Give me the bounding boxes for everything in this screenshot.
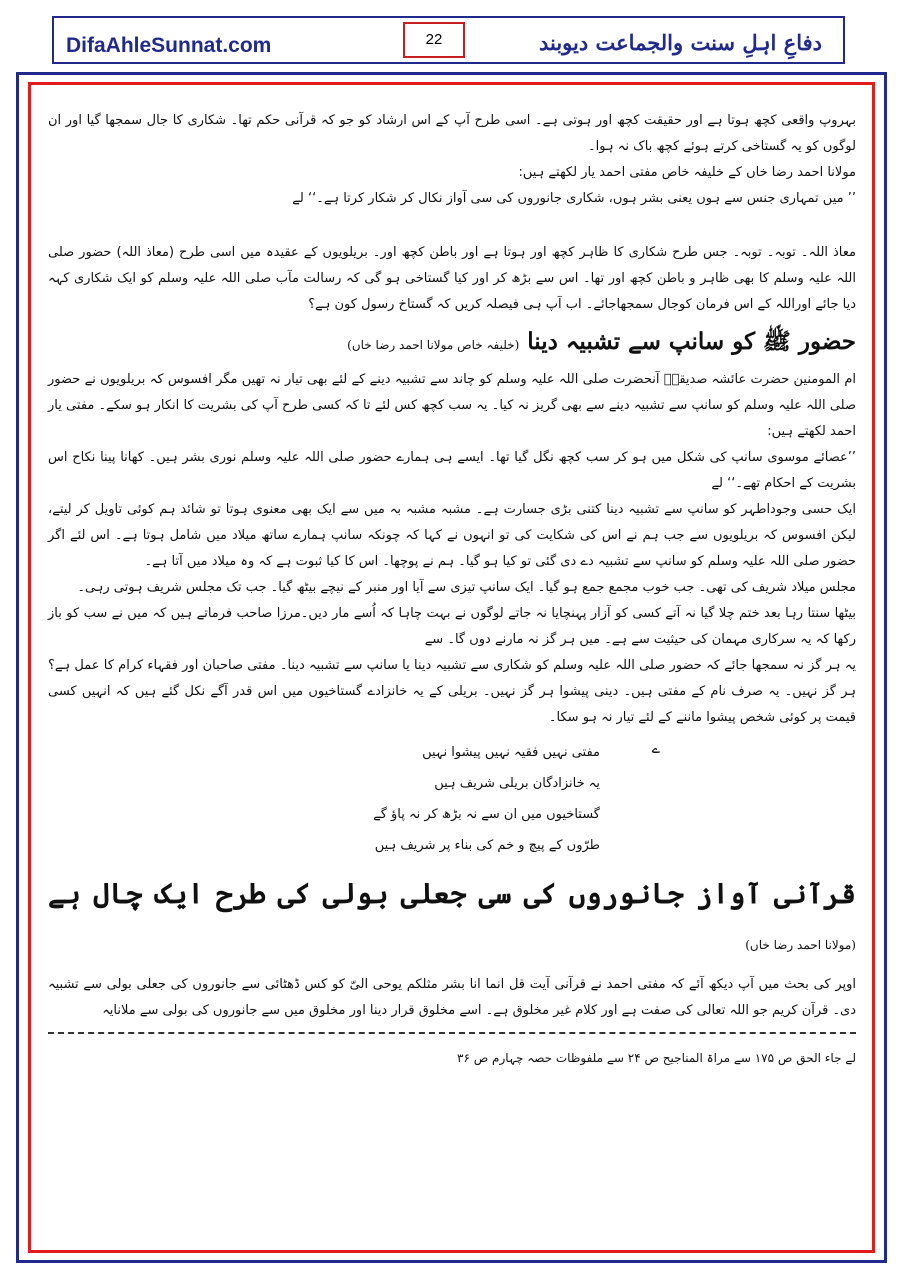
page-number: 22 [403, 22, 465, 58]
paragraph: مجلس میلاد شریف کی تھی۔ جب خوب مجمع جمع ہو گیا۔ ایک سانپ تیزی سے آیا اور منبر کے نیچے بیٹھ گیا۔ جب تک مجلس شریف ہوتی رہی۔ [77, 580, 856, 595]
poem-line: یہ خانزادگان بریلی شریف ہیں [434, 776, 600, 791]
poem-line: طرّوں کے پیچ و خم کی بناء پر شریف ہیں [374, 838, 600, 853]
paragraph: بیٹھا سنتا رہا بعد ختم چلا گیا نہ آتے کسی کو آزار پہنچایا نہ جاتے لوگوں نے بہت چاہا کہ اُسے مار دیں۔مرزا صاحب فرماتے ہیں کہ میں نے سب کو باز رکھا کہ یہ سرکاری مہمان کی حیثیت سے ہے۔ میں ہر گز نہ مارنے دوں گا۔ سے [48, 606, 856, 647]
paragraph: بہروپ واقعی کچھ ہوتا ہے اور حقیقت کچھ اور ہوتی ہے۔ اسی طرح آپ کے اس ارشاد کو جو کہ قرآنی حکم تھا۔ شکاری کا جال سمجھا گیا اور ان لوگوں کو یہ گستاخی کرتے ہوئے کچھ باک نہ ہوا۔ [48, 113, 856, 154]
paragraph: مولانا احمد رضا خاں کے خلیفہ خاص مفتی احمد یار لکھتے ہیں: [518, 165, 856, 180]
paragraph: معاذ اللہ۔ توبہ۔ توبہ۔ جس طرح شکاری کا ظاہر کچھ اور ہوتا ہے اور باطن کچھ اور۔ بریلویوں کے عقیدہ میں اسی طرح (معاذ اللہ) حضور صلی اللہ علیہ وسلم کا بھی ظاہر و باطن کچھ اور تھا۔ اس سے بڑھ کر اور کیا گستاخی ہو گی کہ رسالت مآب صلی اللہ علیہ وسلم کو ایک شکاری کہہ دیا جائے اوراللہ کے اس فرمان کوجال سمجھاجائے۔ اب آپ ہی فیصلہ کریں کہ گستاخ رسول کون ہے؟ [48, 245, 856, 312]
page-content [48, 108, 856, 1082]
paragraph: ایک حسی وجوداطہر کو سانپ سے تشبیہ دینا کتنی بڑی جسارت ہے۔ مشبہ مشبہ بہ میں سے ایک بھی معنوی ہوتا تو شائد ہم کوئی تاویل کر لیتے، لیکن افسوس کہ بریلویوں سے جب ہم نے اس کی شکایت کی تو انہوں نے کہا کہ چونکہ سانپ ہمارے ساتھ میلاد میں شامل ہوتا ہے۔ اس لئے اگر حضور صلی اللہ علیہ وسلم کو سانپ سے تشبیہ دے دی گئی تو کیا ہو گیا۔ ہم نے پوچھا۔ اس کا کیا ثبوت ہے کہ وہ میلاد میں آتا ہے۔ [48, 502, 856, 569]
heading-attribution: (خلیفہ خاص مولانا احمد رضا خاں) [347, 338, 520, 352]
site-url[interactable]: DifaAhleSunnat.com [66, 34, 272, 57]
brand-title: دفاعِ اہلِ سنت والجماعت دیوبند [538, 30, 822, 55]
poem-marker: ے [651, 741, 660, 757]
section-heading [48, 871, 856, 968]
heading-text: حضور ﷺ کو سانپ سے تشبیہ دینا [527, 328, 856, 355]
poem-line: گستاخیوں میں ان سے نہ بڑھ کر نہ پاؤ گے [373, 807, 600, 822]
poem [220, 737, 660, 861]
heading-attribution: (مولانا احمد رضا خاں) [745, 938, 856, 952]
paragraph: ام المومنین حضرت عائشہ صدیقہؓ آنحضرت صلی اللہ علیہ وسلم کو چاند سے تشبیہ دینے کے لئے بھی تیار نہ تھیں مگر افسوس کہ بریلویوں نے حضور صلی اللہ علیہ وسلم کو سانپ سے تشبیہ دینے سے بھی گریز نہ کیا۔ یہ سب کچھ کس لئے تا کہ کسی طرح آپ کی بشریت کا انکار ہو سکے۔ مفتی یار احمد لکھتے ہیں: [48, 372, 856, 439]
quote: ’’ میں تمہاری جنس سے ہوں یعنی بشر ہوں، شکاری جانوروں کی سی آواز نکال کر شکار کرتا ہے۔‘‘ لے [292, 191, 856, 206]
paragraph: اوپر کی بحث میں آپ دیکھ آئے کہ مفتی احمد نے قرآنی آیت قل انما انا بشر مثلکم یوحی الیّ کو کس ڈھٹائی سے جانوروں کی جعلی بولی سے تشبیہ دی۔ قرآن کریم جو اللہ تعالی کی صفت ہے اور کلام غیر مخلوق ہے۔ اسے مخلوق قرار دینا اور مخلوق میں سے جانوروں کی بولی سے ملانایہ [48, 977, 856, 1018]
section-heading [48, 322, 856, 365]
footnote-divider [48, 1032, 856, 1034]
poem-line: مفتی نہیں فقیہ نہیں پیشوا نہیں [422, 745, 600, 760]
quote: ’’عصائے موسوی سانپ کی شکل میں ہو کر سب کچھ نگل گیا تھا۔ ایسے ہی ہمارے حضور صلی اللہ علیہ وسلم نوری بشر ہیں۔ کھانا پینا نکاح اس بشریت کے احکام تھے۔‘‘ لے [48, 450, 856, 491]
heading-text: قرآنی آواز جانوروں کی سی جعلی بولی کی طرح ایک چال ہے [48, 877, 856, 910]
footnote: لے جاء الحق ص ۱۷۵ سے مراۃ المناجیح ص ۲۴ سے ملفوظات حصہ چہارم ص ۳۶ [457, 1051, 856, 1065]
paragraph: یہ ہر گز نہ سمجھا جائے کہ حضور صلی اللہ علیہ وسلم کو شکاری سے تشبیہ دینا یا سانپ سے تشبیہ دینا۔ مفتی صاحبان اور فقہاء کرام کا عمل ہے؟ ہر گز نہیں۔ یہ صرف نام کے مفتی ہیں۔ دینی پیشوا ہر گز نہیں۔ بریلی کے یہ خانزادے گستاخیوں میں اس قدر آگے نکل گئے ہیں کہ انہیں کسی قیمت پر کوئی شخص پیشوا ماننے کے لئے تیار نہ ہو سکا۔ [48, 658, 856, 725]
